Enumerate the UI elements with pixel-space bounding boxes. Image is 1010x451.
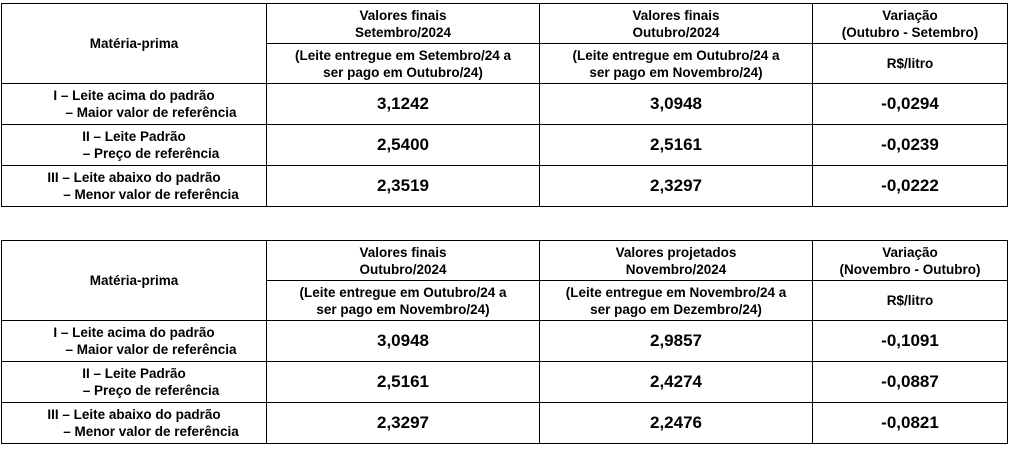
col1-desc-line2: ser pago em Outubro/24) [323,64,483,80]
value-cell: 2,9857 [540,321,813,362]
row-label [2,84,267,125]
value-cell: 2,3297 [540,166,813,207]
row-title: III – Leite abaixo do padrão [47,407,221,422]
table-row [2,84,1008,125]
variation-cell: -0,1091 [813,321,1008,362]
col1-header [267,4,540,44]
variation-header [813,241,1008,281]
value-cell: 3,0948 [540,84,813,125]
row-label [2,166,267,207]
col2-period: Outubro/2024 [632,24,720,40]
col2-desc-line2: ser pago em Novembro/24) [589,64,763,80]
col2-title: Valores finais [632,7,720,23]
value-cell: 2,5161 [540,125,813,166]
variation-cell: -0,0887 [813,362,1008,403]
value-cell: 2,5161 [267,362,540,403]
row-subtitle: – Preço de referência [82,146,220,161]
table-row [2,166,1008,207]
variation-header [813,4,1008,44]
col1-header [267,241,540,281]
variation-period: (Outubro - Setembro) [841,24,979,40]
col2-desc-line1: (Leite entregue em Outubro/24 a [572,47,780,63]
unit-label: R$/litro [813,44,1008,84]
value-cell: 2,5400 [267,125,540,166]
row-title: III – Leite abaixo do padrão [47,170,221,185]
col2-title: Valores projetados [615,244,737,260]
price-table-2 [1,240,1008,444]
col2-desc-line1: (Leite entregue em Novembro/24 a [565,284,787,300]
value-cell: 3,0948 [267,321,540,362]
col2-header [540,4,813,44]
value-cell: 2,4274 [540,362,813,403]
row-title: II – Leite Padrão [82,366,186,381]
row-subtitle: – Menor valor de referência [63,424,239,439]
row-title: I – Leite acima do padrão [53,325,215,340]
materia-prima-header: Matéria-prima [2,241,267,321]
col1-period: Outubro/2024 [359,261,447,277]
table-row [2,403,1008,444]
col1-desc-line1: (Leite entregue em Outubro/24 a [299,284,507,300]
col1-title: Valores finais [359,244,447,260]
table-row [2,362,1008,403]
col1-desc-line2: ser pago em Novembro/24) [316,301,490,317]
col1-description [267,281,540,321]
unit-label: R$/litro [813,281,1008,321]
col1-desc-line1: (Leite entregue em Setembro/24 a [294,47,512,63]
value-cell: 3,1242 [267,84,540,125]
variation-cell: -0,0821 [813,403,1008,444]
row-label [2,125,267,166]
row-subtitle: – Maior valor de referência [65,342,237,357]
value-cell: 2,3519 [267,166,540,207]
row-title: II – Leite Padrão [82,129,186,144]
variation-cell: -0,0222 [813,166,1008,207]
col1-period: Setembro/2024 [354,24,452,40]
value-cell: 2,2476 [540,403,813,444]
value-cell: 2,3297 [267,403,540,444]
row-title: I – Leite acima do padrão [53,88,215,103]
col2-header [540,241,813,281]
price-table-1 [1,3,1008,207]
row-subtitle: – Preço de referência [82,383,220,398]
col1-description [267,44,540,84]
variation-title: Variação [882,244,938,260]
col1-title: Valores finais [359,7,447,23]
materia-prima-header: Matéria-prima [2,4,267,84]
row-subtitle: – Maior valor de referência [65,105,237,120]
col2-description [540,44,813,84]
row-label [2,362,267,403]
col2-description [540,281,813,321]
variation-cell: -0,0239 [813,125,1008,166]
variation-title: Variação [882,7,938,23]
table-row [2,321,1008,362]
row-label [2,403,267,444]
variation-cell: -0,0294 [813,84,1008,125]
col2-period: Novembro/2024 [625,261,727,277]
row-label [2,321,267,362]
row-subtitle: – Menor valor de referência [63,187,239,202]
col2-desc-line2: ser pago em Dezembro/24) [590,301,762,317]
variation-period: (Novembro - Outubro) [839,261,981,277]
table-row [2,125,1008,166]
